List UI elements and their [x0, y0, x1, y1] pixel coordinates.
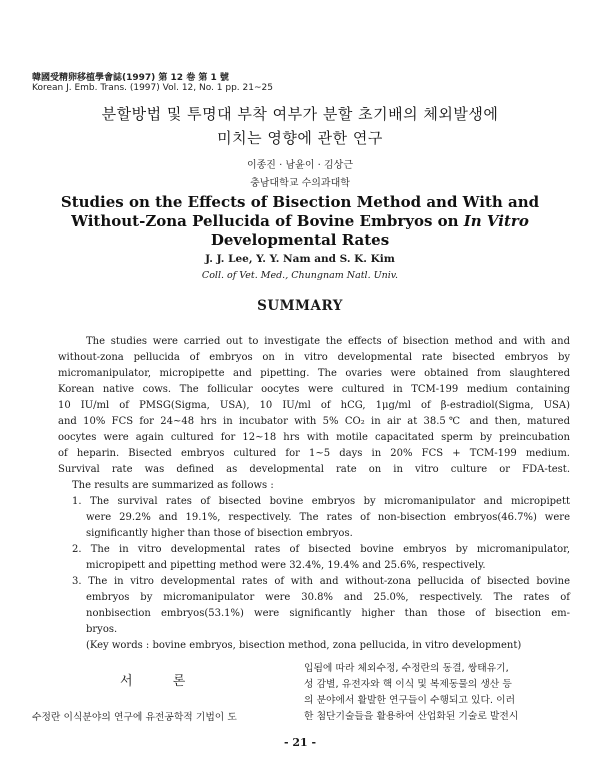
summary-line: The studies were carried out to investigate the effects of bisection method and with and: [86, 336, 570, 347]
body-line-left: 수정란 이식분야의 연구에 유전공학적 기법이 도: [32, 712, 237, 723]
journal-english-citation: Korean J. Emb. Trans. (1997) Vol. 12, No. 1 pp. 21~25: [32, 83, 273, 93]
summary-line: and 10% FCS for 24~48 hrs in incubator with 5% CO₂ in air at 38.5℃ and then, matured: [58, 416, 570, 427]
page-number: - 21 -: [283, 736, 317, 749]
summary-line: 1. The survival rates of bisected bovine embryos by micromanipulator and micropipett: [72, 496, 570, 507]
body-line-right: 성 감별, 유전자와 핵 이식 및 복제동물의 생산 등: [304, 679, 512, 690]
summary-line: were 29.2% and 19.1%, respectively. The rates of non-bisection embryos(46.7%) were: [86, 512, 570, 523]
english-title-line-2: [0, 212, 600, 230]
body-line-right: 한 첨단기술들을 활용하여 산업화된 기술로 발전시: [304, 711, 519, 722]
korean-affiliation: 충남대학교 수의과대학: [250, 178, 350, 189]
english-title-line-3: Developmental Rates: [210, 231, 390, 249]
summary-line: significantly higher than those of bisection embryos.: [86, 528, 353, 539]
summary-line: micropipett and pipetting method were 32.4%, 19.4% and 25.6%, respectively.: [86, 560, 486, 571]
body-line-right: 입됨에 따라 체외수정, 수정란의 동결, 쌍태유기,: [304, 663, 509, 674]
summary-line: Survival rate was defined as developmental rate on in vitro culture or FDA-test.: [58, 464, 570, 475]
summary-line: of heparin. Bisected embryos cultured for 1~5 days in 20% FCS + TCM-199 medium.: [58, 448, 570, 459]
summary-heading: SUMMARY: [257, 298, 343, 314]
journal-korean-citation: 韓國受精卵移植學會誌(1997) 第 12 卷 第 1 號: [32, 73, 229, 83]
english-authors: J. J. Lee, Y. Y. Nam and S. K. Kim: [205, 253, 395, 265]
summary-line: embryos by micromanipulator were 30.8% and 25.0%, respectively. The rates of: [86, 592, 570, 603]
korean-authors: 이종진 · 남윤이 · 김상근: [246, 160, 353, 171]
english-title-italic: In Vitro: [463, 212, 529, 230]
section-title-introduction: 서 론: [120, 674, 204, 689]
summary-line: (Key words : bovine embryos, bisection method, zona pellucida, in vitro development): [86, 640, 522, 651]
body-line-right: 의 분야에서 활발한 연구들이 수행되고 있다. 이러: [304, 695, 516, 706]
english-title-line-1: Studies on the Effects of Bisection Method and With and: [60, 193, 540, 211]
korean-title-line-1: 분할방법 및 투명대 부착 여부가 분할 초기배의 체외발생에: [101, 105, 499, 123]
summary-line: 2. The in vitro developmental rates of bisected bovine embryos by micromanipulator,: [72, 544, 570, 555]
summary-line: 3. The in vitro developmental rates of with and without-zona pellucida of bisected bovine: [72, 576, 570, 587]
english-affiliation: Coll. of Vet. Med., Chungnam Natl. Univ.: [201, 270, 399, 281]
summary-line: 10 IU/ml of PMSG(Sigma, USA), 10 IU/ml of hCG, 1μg/ml of β-estradiol(Sigma, USA): [58, 400, 570, 411]
summary-line: bryos.: [86, 624, 118, 635]
korean-title-line-2: 미치는 영향에 관한 연구: [217, 129, 383, 147]
summary-line: Korean native cows. The follicular oocytes were cultured in TCM-199 medium containing: [58, 384, 570, 395]
english-title-line-2-text: Without-Zona Pellucida of Bovine Embryos on: [71, 212, 464, 230]
summary-line: nonbisection embryos(53.1%) were significantly higher than those of bisection em-: [86, 608, 570, 619]
summary-line: The results are summarized as follows :: [72, 480, 274, 491]
summary-line: micromanipulator, micropipette and pipetting. The ovaries were obtained from slaughtered: [58, 368, 570, 379]
summary-line: without-zona pellucida of embryos on in vitro developmental rate bisected embryos by: [58, 352, 570, 363]
summary-line: oocytes were again cultured for 12~18 hrs with motile capacitated sperm by preincubation: [58, 432, 570, 443]
